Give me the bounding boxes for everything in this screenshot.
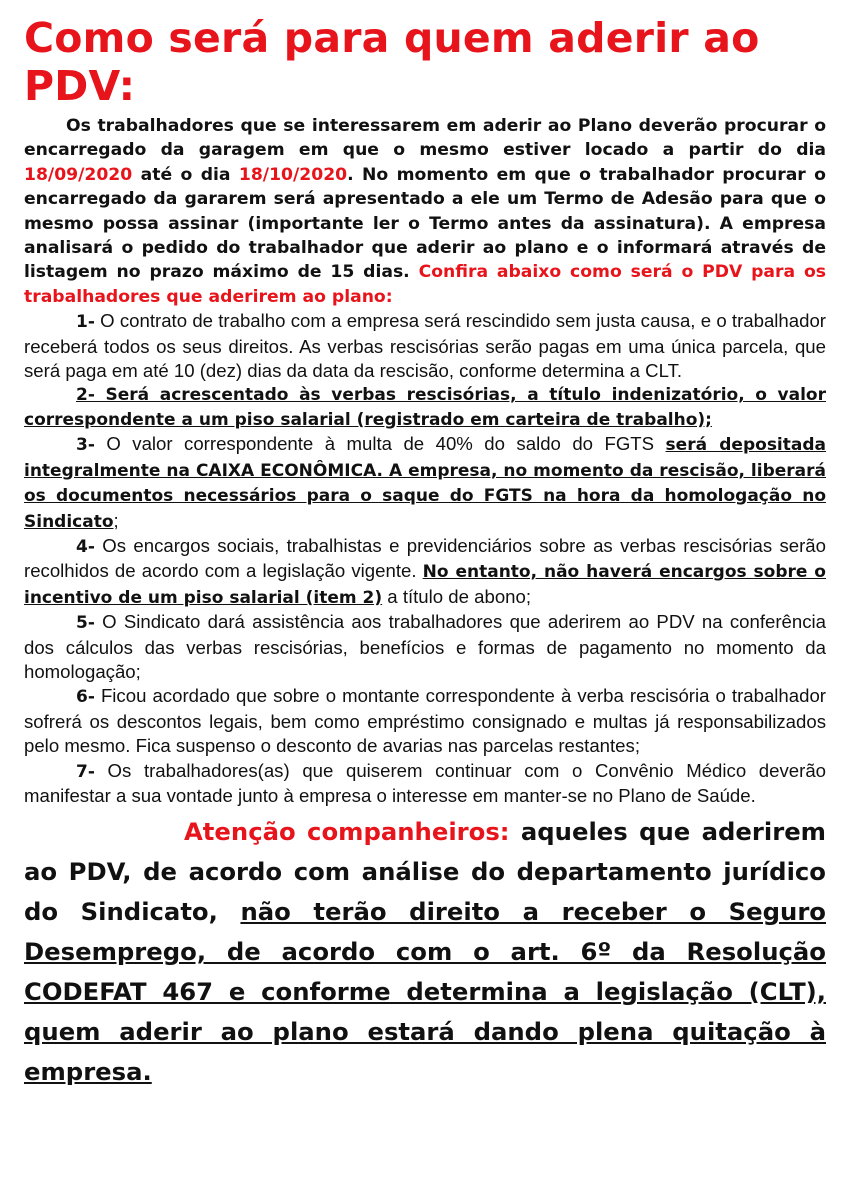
item-number: 3- — [76, 435, 95, 456]
item-text: Os encargos sociais, trabalhistas e previdenciários sobre as verbas rescisórias serão recolhidos de acordo com a legislação vigente. — [24, 534, 826, 582]
list-item-4 — [24, 534, 826, 610]
item-text: Ficou acordado que sobre o montante correspondente à verba rescisória o trabalhador sofrerá os descontos legais, bem como empréstimo consignado e multas já responsabilizados pelo mesmo. Fica suspenso o desconto de avarias nas parcelas restantes; — [24, 685, 826, 757]
warning-underlined-text: não terão direito a receber o Seguro Desemprego, de acordo com o art. 6º da Resolução CODEFAT 467 e conforme determina a legislação (CLT), quem aderir ao plano estará dando plena quitação à empresa. — [24, 897, 826, 1087]
item-text: Os trabalhadores(as) que quiserem continuar com o Convênio Médico deverão manifestar a sua vontade junto à empresa o interesse em manter-se no Plano de Saúde. — [24, 759, 826, 806]
item-number: 5- — [76, 613, 95, 634]
list-item-2 — [24, 383, 826, 432]
item-number: 1- — [76, 312, 95, 333]
item-number: 6- — [76, 687, 95, 708]
item-number: 4- — [76, 536, 95, 557]
item-text: 2- Será acrescentado às verbas rescisórias, a título indenizatório, o valor correspondente a um piso salarial (registrado em carteira de trabalho); — [24, 385, 826, 430]
list-item-5 — [24, 610, 826, 684]
list-item-7 — [24, 759, 826, 809]
start-date: 18/09/2020 — [24, 164, 133, 185]
end-date: 18/10/2020 — [238, 164, 348, 185]
intro-text-3: . No momento em que o trabalhador procurar o encarregado da gararem será apresentado a ele um Termo de Adesão para que o mesmo possa assinar (importante ler o Termo antes da assinatura). A empresa analisará o pedido do trabalhador que aderir ao plano e o informará através de listagem no prazo máximo de 15 dias. — [24, 164, 826, 283]
intro-highlight: Confira abaixo como será o PDV para os trabalhadores que aderirem ao plano: — [24, 262, 827, 307]
item-end-text: a título de abono; — [382, 585, 532, 607]
intro-paragraph — [24, 114, 826, 309]
intro-text-1: Os trabalhadores que se interessarem em aderir ao Plano deverão procurar o encarregado da garagem em que o mesmo estiver locado a partir do dia — [24, 116, 826, 161]
item-end-text: ; — [113, 509, 119, 531]
list-item-6 — [24, 684, 826, 758]
warning-label: Atenção companheiros: — [184, 817, 510, 847]
item-underlined-text: No entanto, não haverá encargos sobre o incentivo de um piso salarial (item 2) — [24, 562, 826, 608]
intro-text-2: até o dia — [132, 164, 239, 185]
warning-paragraph — [24, 812, 826, 1092]
list-item-3 — [24, 432, 826, 534]
item-text: O Sindicato dará assistência aos trabalhadores que aderirem ao PDV na conferência dos cálculos das verbas rescisórias, benefícios e formas de pagamento no momento da homologação; — [24, 611, 826, 682]
item-underlined-text: será depositada integralmente na CAIXA ECONÔMICA. A empresa, no momento da rescisão, liberará os documentos necessários para o saque do FGTS na hora da homologação no Sindicato — [24, 435, 826, 532]
item-number: 7- — [76, 761, 95, 782]
warning-text: aqueles que aderirem ao PDV, de acordo com análise do departamento jurídico do Sindicato, — [24, 817, 826, 927]
list-item-1 — [24, 309, 826, 383]
item-text: O contrato de trabalho com a empresa será rescindido sem justa causa, e o trabalhador receberá todos os seus direitos. As verbas rescisórias serão pagas em uma única parcela, que será paga em até 10 (dez) dias da data da rescisão, conforme determina a CLT. — [24, 310, 826, 382]
item-text: O valor correspondente à multa de 40% do saldo do FGTS — [94, 433, 666, 455]
page-title: Como será para quem aderir ao PDV: — [24, 14, 760, 110]
